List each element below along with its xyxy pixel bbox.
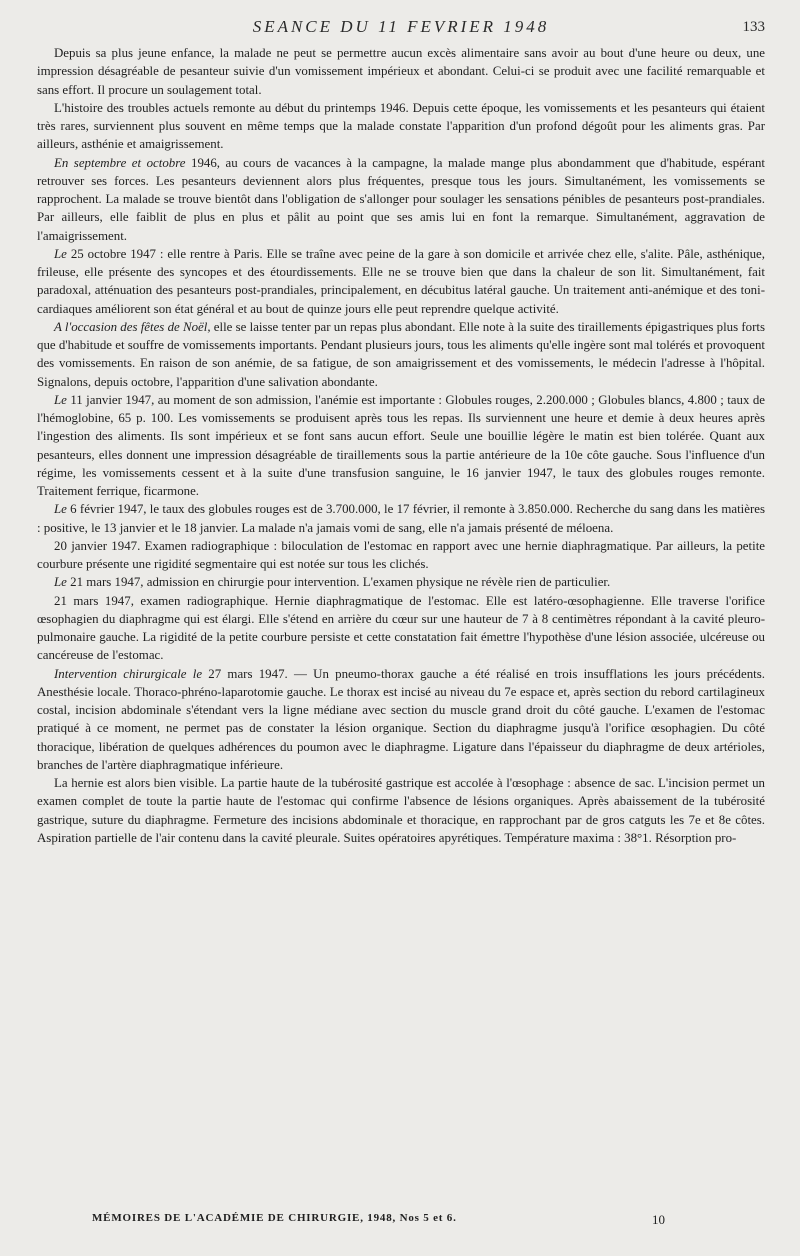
article-body — [37, 44, 765, 847]
paragraph: Intervention chirurgicale le 27 mars 1947. — Un pneumo-thorax gauche a été réalisé en trois insufflations les jours précédents. Anesthésie locale. Thoraco-phréno-laparotomie gauche. Le thorax est incisé au niveau du 7e espace et, après section du rebord cartilagineux costal, incision abdominale s'étendant vers la ligne médiane avec section du muscle grand droit du côté gauche. L'examen de l'estomac pratiqué à ce moment, ne permet pas de constater la lésion organique. Section du diaphragme jusqu'à l'orifice œsophagien. Du côté thoracique, libération de quelques adhérences du poumon avec le diaphragme. Ligature dans l'épaisseur du diaphragme de deux artérioles, branches de l'artère diaphragmatique inférieure. — [37, 666, 765, 772]
paragraph: Le 25 octobre 1947 : elle rentre à Paris. Elle se traîne avec peine de la gare à son domicile et arrivée chez elle, s'alite. Pâle, asthénique, frileuse, elle présente des syncopes et des étourdissements. Elle ne se trouve bien que dans la chaleur de son lit. Simultanément, fait paradoxal, atténuation des pesanteurs post-prandiales, principalement, en décubitus latéral gauche. Un traitement anti-anémique et des toni-cardiaques améliorent son état général et au bout de quinze jours elle peut reprendre quelque activité. — [37, 246, 765, 316]
journal-reference: MÉMOIRES DE L'ACADÉMIE DE CHIRURGIE, 1948, Nos 5 et 6. — [92, 1212, 457, 1224]
paragraph: Le 11 janvier 1947, au moment de son admission, l'anémie est importante : Globules rouges, 2.200.000 ; Globules blancs, 4.800 ; taux de l'hémoglobine, 65 p. 100. Les vomissements se produisent après tous les repas. Ils surviennent une heure et demie à deux heures après l'ingestion des aliments. Ils sont impérieux et se font sans aucun effort. Seule une bouillie légère le matin est bien tolérée. Quant aux pesanteurs, elles donnent une impression désagréable de tiraillements sous la partie antérieure de la 10e côte gauche. Sous l'influence d'un régime, les vomissements cessent et à la suite d'une transfusion sanguine, le 16 janvier 1947, le taux des globules rouges remonte. Traitement ferrique, ficarmone. — [37, 392, 765, 498]
paragraph: Le 6 février 1947, le taux des globules rouges est de 3.700.000, le 17 février, il remonte à 3.850.000. Recherche du sang dans les matières : positive, le 13 janvier et le 18 janvier. La malade n'a jamais vomi de sang, elle n'a jamais présenté de méloena. — [37, 502, 765, 535]
sheet-number: 10 — [652, 1212, 665, 1227]
paragraph: Depuis sa plus jeune enfance, la malade ne peut se permettre aucun excès alimentaire sans avoir au bout d'une heure ou deux, une impression désagréable de pesanteur suivie d'un vomissement impérieux et abondant. Celui-ci se produit avec une facilité remarquable et sans effort. Il procure un soulagement total. — [37, 46, 765, 97]
paragraph: A l'occasion des fêtes de Noël, elle se laisse tenter par un repas plus abondant. Elle note à la suite des tiraillements épigastriques plus forts que d'habitude et souffre de vomissements importants. Pendant plusieurs jours, tous les aliments qu'elle ingère sont mal tolérés et provoquent des vomissements. En raison de son anémie, de sa fatigue, de son amaigrissement et des vomissements, le médecin l'adresse à l'hôpital. Signalons, depuis octobre, l'apparition d'une salivation abondante. — [37, 319, 765, 389]
paragraph: 21 mars 1947, examen radiographique. Hernie diaphragmatique de l'estomac. Elle est latéro-œsophagienne. Elle traverse l'orifice œsophagien du diaphragme qui est élargi. Elle s'étend en arrière du cœur sur une hauteur de 7 à 8 centimètres répondant à la cavité pleuro-pulmonaire gauche. La rigidité de la petite courbure persiste et cette constatation fait émettre l'hypothèse d'une lésion associée, ulcéreuse ou cancéreuse de l'estomac. — [37, 593, 765, 663]
running-header — [37, 0, 765, 44]
page-footer — [37, 1212, 765, 1234]
paragraph: Le 21 mars 1947, admission en chirurgie pour intervention. L'examen physique ne révèle rien de particulier. — [54, 575, 611, 590]
paragraph: La hernie est alors bien visible. La partie haute de la tubérosité gastrique est accolée à l'œsophage : absence de sac. L'incision permet un examen complet de toute la partie haute de l'estomac qui confirme l'absence de lésions organiques. Après abaissement de la tubérosité gastrique, suture du diaphragme. Fermeture des incisions abdominale et thoracique, en rapprochant par de gros catguts les 7e et 8e côtes. Aspiration partielle de l'air contenu dans la cavité pleurale. Suites opératoires apyrétiques. Température maxima : 38°1. Résorption pro- — [37, 776, 765, 845]
paragraph: L'histoire des troubles actuels remonte au début du printemps 1946. Depuis cette époque, les vomissements et les pesanteurs qui étaient très rares, surviennent plus souvent en même temps que la malade constate l'apparition d'un profond dégoût pour les aliments gras. Par ailleurs, asthénie et amaigrissement. — [37, 100, 765, 152]
paragraph: 20 janvier 1947. Examen radiographique : biloculation de l'estomac en rapport avec une hernie diaphragmatique. Par ailleurs, la petite courbure présente une rigidité segmentaire qui est notée sur tous les clichés. — [37, 538, 765, 571]
page-number: 133 — [742, 19, 765, 35]
header-title: SEANCE DU 11 FEVRIER 1948 — [252, 17, 550, 36]
paragraph: En septembre et octobre 1946, au cours de vacances à la campagne, la malade mange plus abondamment que d'habitude, espérant retrouver ses forces. Les pesanteurs deviennent alors plus fréquentes, presque tous les jours. Simultanément, les vomissements se rapprochent. La malade se trouve bientôt dans l'obligation de s'allonger pour soulager les sensations pénibles de pesanteurs post-prandiales. Par ailleurs, elle faiblit de plus en plus et pâlit au point que ses amis lui en font la remarque. Simultanément, aggravation de l'amaigrissement. — [37, 155, 765, 243]
